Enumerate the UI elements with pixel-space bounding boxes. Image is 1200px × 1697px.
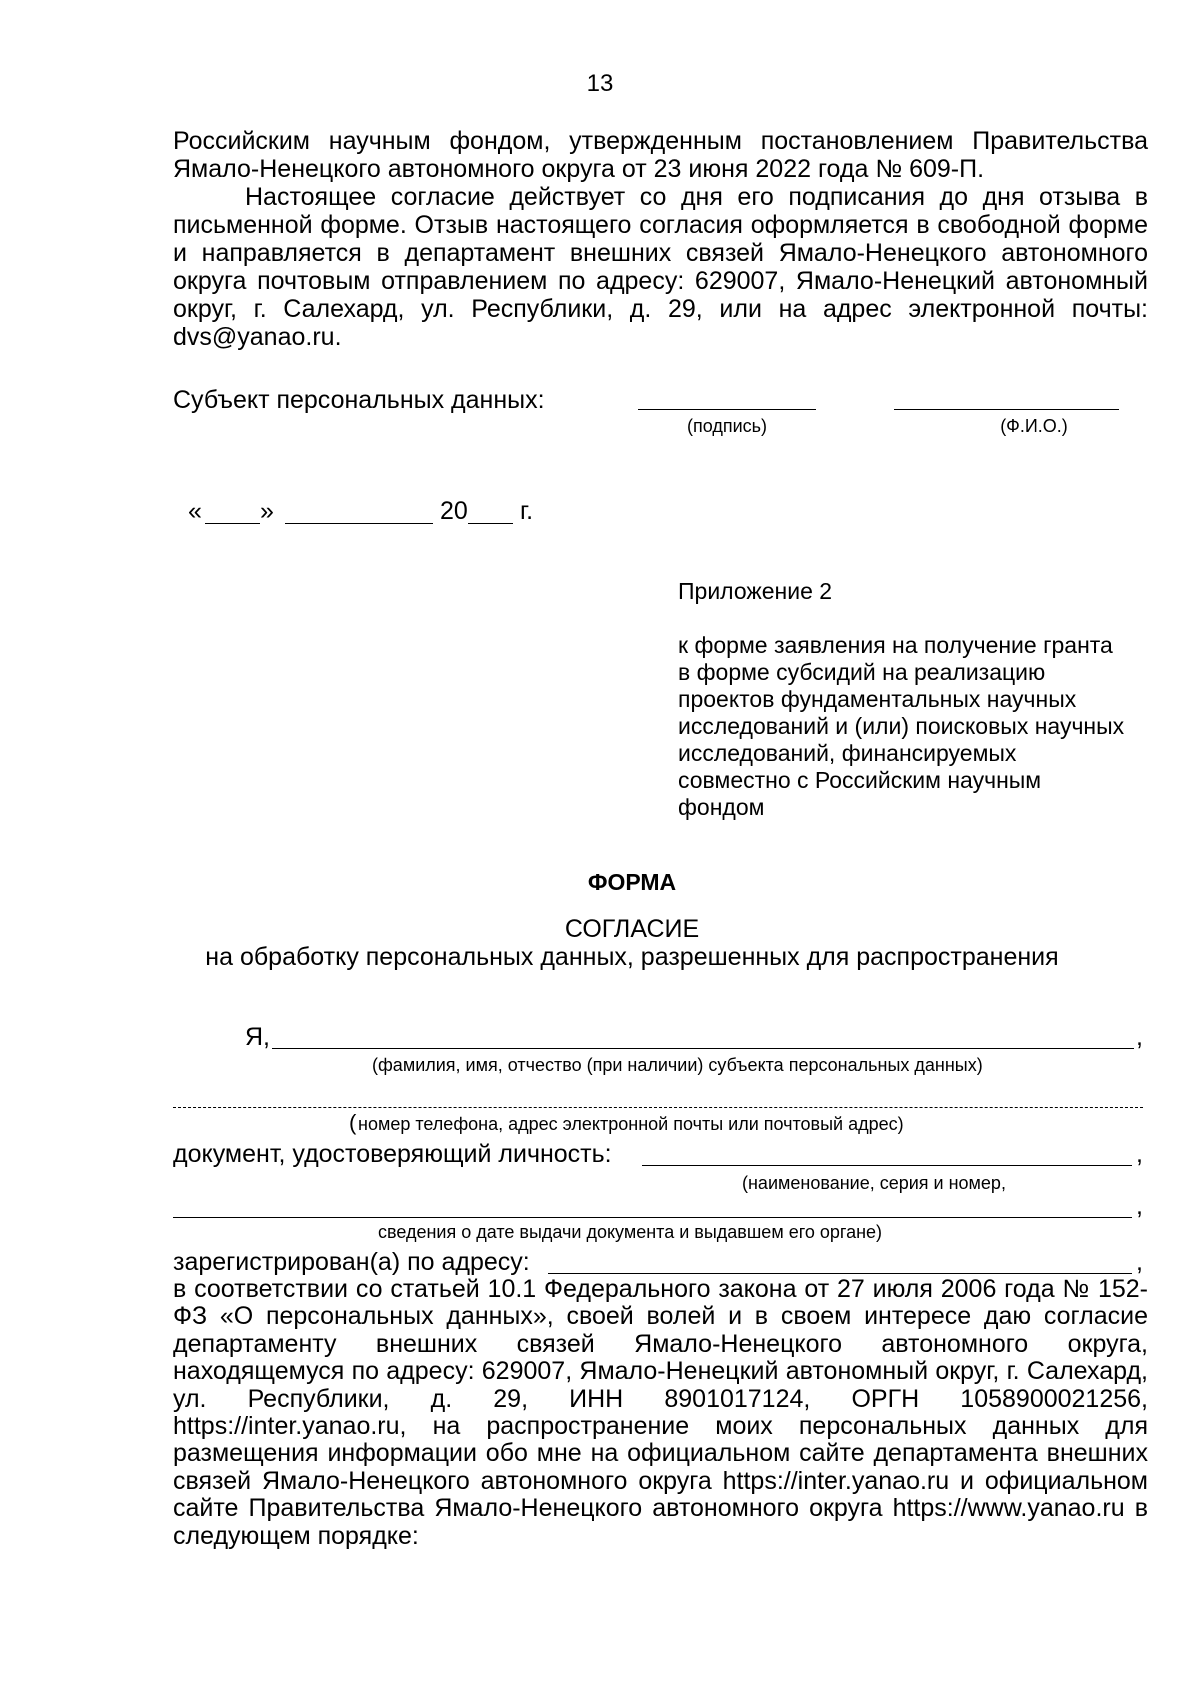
date-month-line[interactable] [285, 523, 433, 524]
ya-label: Я, [245, 1023, 270, 1051]
subject-label: Субъект персональных данных: [173, 386, 545, 414]
intro-text [173, 127, 1148, 351]
appendix-line: в форме субсидий на реализацию [678, 659, 1046, 685]
consent-title: СОГЛАСИЕ [564, 915, 700, 943]
contact-caption: номер телефона, адрес электронной почты или почтовый адрес) [358, 1114, 904, 1134]
consent-main-paragraph: в соответствии со статьей 10.1 Федерального закона от 27 июля 2006 года № 152-ФЗ «О персональных данных», своей волей и в своем интересе даю согласие департаменту внешних связей Ямало-Ненецкого автономного округа, находящемуся по адресу: 629007, Ямало-Ненецкий автономный округ, г. Салехард, ул. Республики, д. 29, ИНН 8901017124, ОРГН 1058900021256, https://inter.yanao.ru, на распространение моих персональных данных для размещения информации обо мне на официальном сайте департамента внешних связей Ямало-Ненецкого автономного округа https://inter.yanao.ru и официальном сайте Правительства Ямало-Ненецкого автономного округа https://www.yanao.ru в следующем порядке: [173, 1275, 1148, 1550]
appendix-line: исследований, финансируемых [678, 740, 1017, 766]
intro-paragraph-1: Российским научным фондом, утвержденным постановлением Правительства Ямало-Ненецкого автономного округа от 23 июня 2022 года № 609-П. [173, 127, 1148, 183]
date-close-quote: » [260, 497, 274, 525]
document-label: документ, удостоверяющий личность: [173, 1140, 612, 1168]
issue-caption: сведения о дате выдачи документа и выдавшем его органе) [378, 1222, 883, 1242]
issue-input-line[interactable] [173, 1217, 1132, 1218]
consent-subtitle: на обработку персональных данных, разрешенных для распространения [205, 943, 1059, 971]
contact-input-line[interactable] [173, 1107, 1143, 1108]
appendix-description [678, 632, 1158, 821]
appendix-title: Приложение 2 [678, 578, 833, 604]
comma: , [1136, 1140, 1143, 1168]
registered-label: зарегистрирован(а) по адресу: [173, 1248, 530, 1276]
form-heading: ФОРМА [587, 869, 677, 895]
fio-caption: (Ф.И.О.) [1000, 416, 1068, 436]
comma: , [1136, 1192, 1143, 1220]
fio-input-line[interactable] [272, 1048, 1134, 1049]
address-input-line[interactable] [548, 1273, 1132, 1274]
appendix-line: фондом [678, 794, 765, 820]
appendix-line: совместно с Российским научным [678, 767, 1042, 793]
date-day-line[interactable] [205, 523, 260, 524]
document-caption: (наименование, серия и номер, [742, 1173, 1006, 1193]
date-year-prefix: 20 [440, 497, 468, 525]
intro-paragraph-2: Настоящее согласие действует со дня его подписания до дня отзыва в письменной форме. Отзыв настоящего согласия оформляется в свободной форме и направляется в департамент внешних связей Ямало-Ненецкого автономного округа почтовым отправлением по адресу: 629007, Ямало-Ненецкий автономный округ, г. Салехард, ул. Республики, д. 29, или на адрес электронной почты: dvs@yanao.ru. [173, 183, 1148, 351]
appendix-line: исследований и (или) поисковых научных [678, 713, 1125, 739]
signature-line[interactable] [638, 409, 816, 410]
date-year-suffix: г. [520, 497, 534, 525]
page-number: 13 [586, 70, 614, 97]
date-open-quote: « [188, 497, 202, 525]
fio-line[interactable] [894, 409, 1119, 410]
comma: , [1136, 1248, 1143, 1276]
date-year-line[interactable] [468, 523, 513, 524]
comma: , [1136, 1023, 1143, 1051]
appendix-line: проектов фундаментальных научных [678, 686, 1077, 712]
fio-field-caption: (фамилия, имя, отчество (при наличии) субъекта персональных данных) [372, 1055, 983, 1075]
contact-caption-paren: ( [349, 1110, 357, 1135]
signature-caption: (подпись) [686, 416, 768, 436]
document-input-line[interactable] [642, 1165, 1132, 1166]
appendix-line: к форме заявления на получение гранта [678, 632, 1113, 658]
